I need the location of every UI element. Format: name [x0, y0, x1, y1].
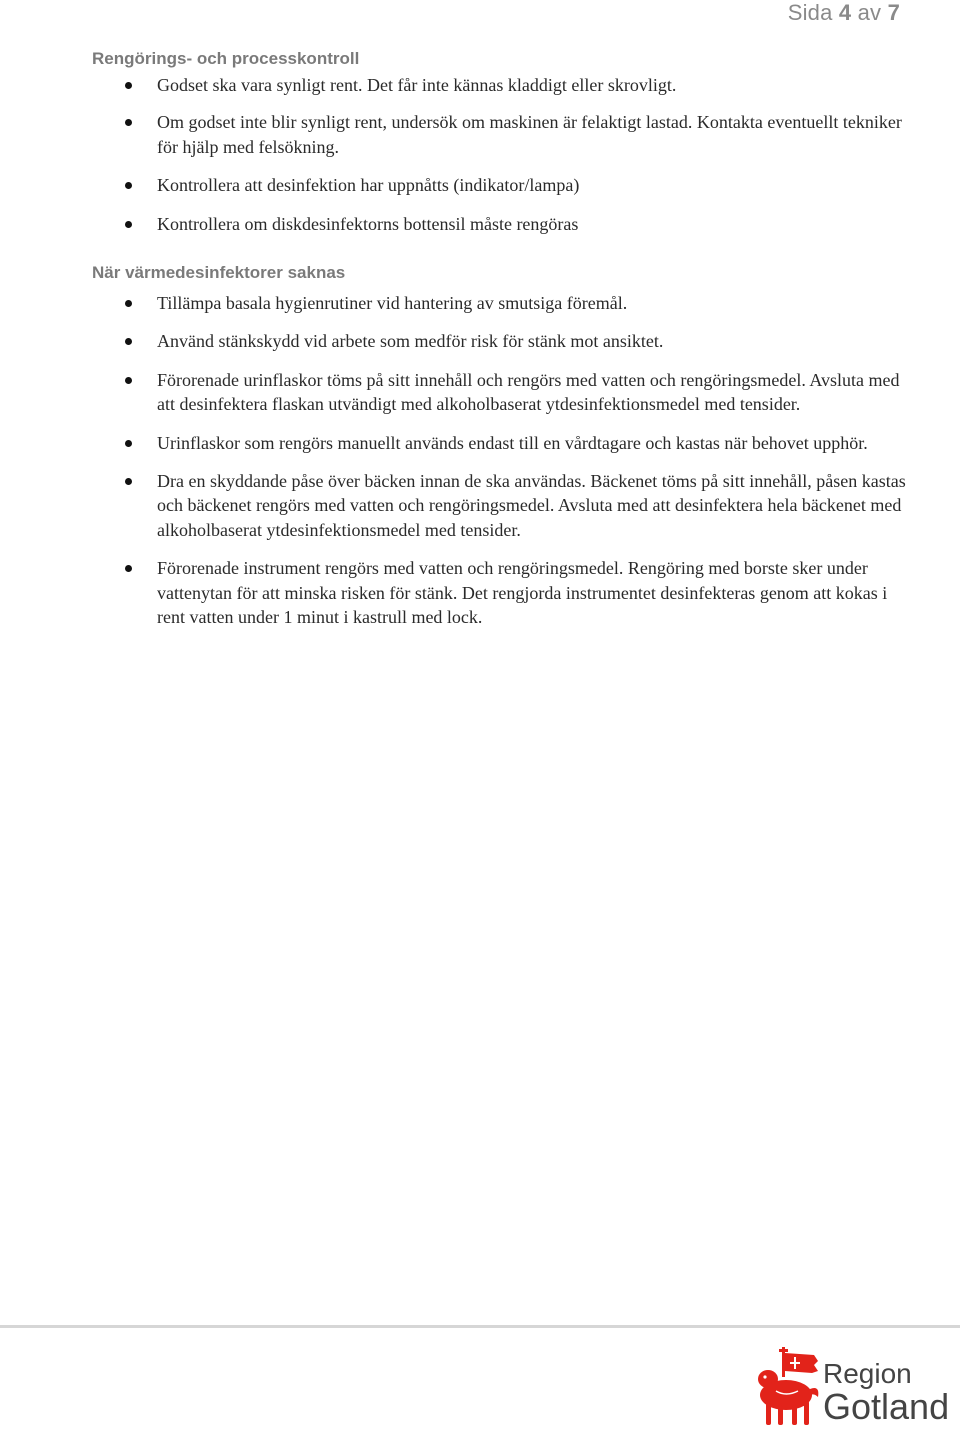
list-item-text: Kontrollera om diskdesinfektorns bottensil måste rengöras [157, 213, 579, 234]
region-gotland-logo [748, 1345, 960, 1427]
cleaning-control-list [92, 73, 912, 236]
lamb-of-god-icon [748, 1345, 820, 1427]
section-heading-no-disinfector: När värmedesinfektorer saknas [92, 263, 346, 283]
list-item [92, 368, 912, 417]
document-body [92, 48, 912, 630]
list-item-text: Dra en skyddande påse över bäcken innan de ska användas. Bäckenet töms på sitt innehåll, påsen kastas och bäckenet rengörs med vatten och rengöringsmedel. Avsluta med att desinfektera hela bäckenet med alkoholbaserat ytdesinfektionsmedel med tensider. [157, 471, 906, 540]
page-separator: av [857, 0, 882, 25]
list-item [92, 73, 912, 97]
logo-line-gotland: Gotland [823, 1386, 950, 1427]
list-item [92, 329, 912, 353]
list-item-text: Förorenade urinflaskor töms på sitt innehåll och rengörs med vatten och rengöringsmedel. Avsluta med att desinfektera flaskan utvändigt med alkoholbaserat ytdesinfektionsmedel med tensider. [157, 369, 900, 415]
list-item [92, 212, 912, 236]
list-item-text: Tillämpa basala hygienrutiner vid hantering av smutsiga föremål. [157, 293, 628, 314]
bullet-icon [125, 221, 132, 228]
list-item-text: Urinflaskor som rengörs manuellt används endast till en vårdtagare och kastas när behovet upphör. [157, 432, 868, 453]
total-pages: 7 [887, 0, 900, 25]
bullet-icon [125, 300, 132, 307]
footer-divider [0, 1325, 960, 1328]
list-item [92, 110, 912, 159]
bullet-icon [125, 119, 132, 126]
section-heading-cleaning-control: Rengörings- och processkontroll [92, 49, 360, 68]
list-item-text: Förorenade instrument rengörs med vatten och rengöringsmedel. Rengöring med borste sker under vattenytan för att minska risken för stänk. Det rengjorda instrumentet desinfekteras genom att kokas i rent vatten under 1 minut i kastrull med lock. [157, 558, 888, 628]
list-item [92, 291, 912, 315]
current-page: 4 [838, 0, 852, 25]
bullet-icon [125, 338, 132, 345]
bullet-icon [125, 377, 132, 384]
logo-line-region: Region [823, 1358, 912, 1389]
bullet-icon [125, 82, 132, 89]
list-item-text: Godset ska vara synligt rent. Det får inte kännas kladdigt eller skrovligt. [157, 75, 677, 95]
bullet-icon [125, 478, 132, 485]
page-prefix: Sida [787, 0, 833, 25]
logo-wordmark [823, 1359, 949, 1425]
list-item [92, 556, 912, 629]
bullet-icon [125, 182, 132, 189]
list-item [92, 431, 912, 455]
list-item [92, 469, 912, 542]
no-disinfector-list [92, 291, 912, 629]
bullet-icon [125, 440, 132, 447]
list-item [92, 173, 912, 197]
list-item-text: Kontrollera att desinfektion har uppnåtts (indikator/lampa) [157, 175, 580, 196]
list-item-text: Om godset inte blir synligt rent, undersök om maskinen är felaktigt lastad. Kontakta eventuellt tekniker för hjälp med felsökning. [157, 112, 902, 157]
list-item-text: Använd stänkskydd vid arbete som medför risk för stänk mot ansiktet. [157, 331, 664, 352]
bullet-icon [125, 565, 132, 572]
page-number [788, 0, 900, 26]
